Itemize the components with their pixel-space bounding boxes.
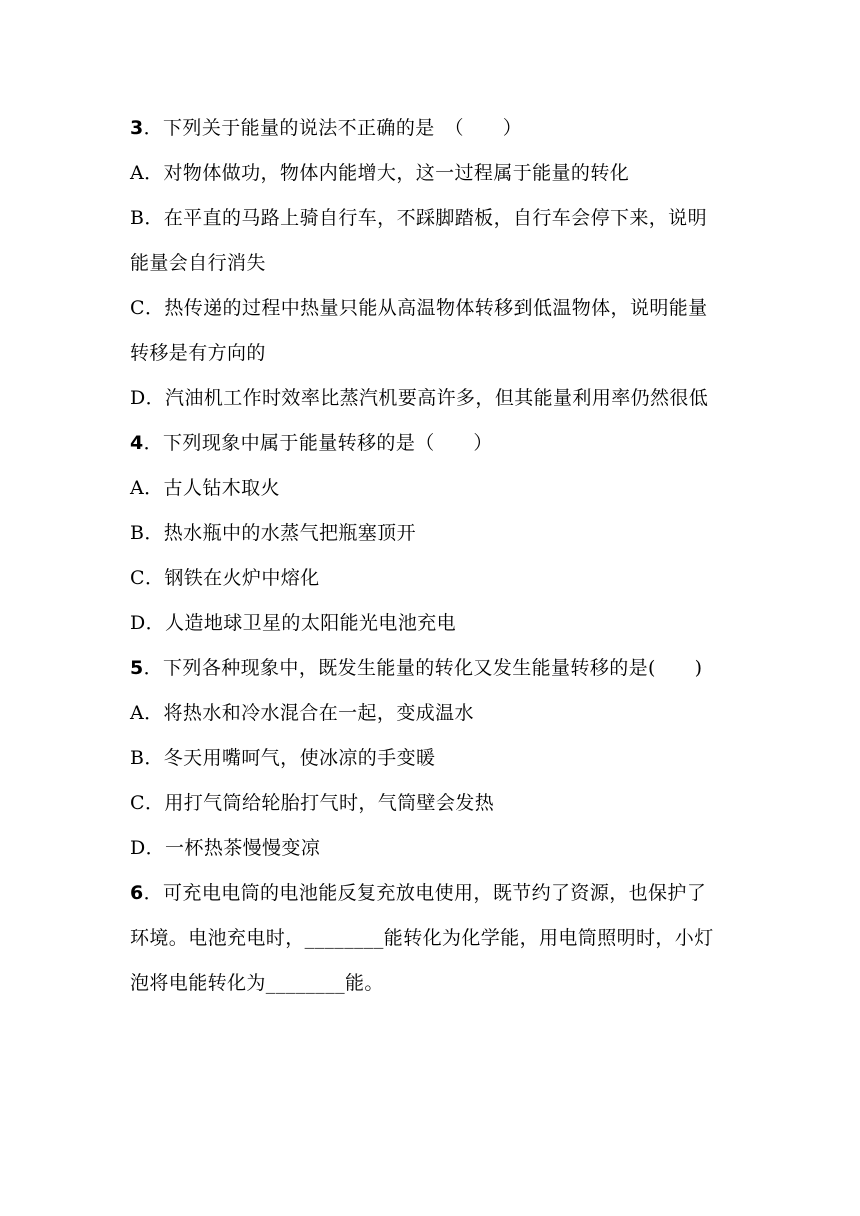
question-3-option-a: A．对物体做功，物体内能增大，这一过程属于能量的转化 — [130, 162, 630, 184]
question-4-text: ．下列现象中属于能量转移的是（ ） — [143, 432, 493, 454]
question-4-option-d: D．人造地球卫星的太阳能光电池充电 — [130, 612, 457, 634]
question-4-stem — [130, 431, 735, 455]
question-5-stem — [130, 656, 735, 680]
question-6-number: 6 — [130, 882, 144, 904]
question-3-stem — [130, 116, 735, 140]
question-4-number: 4 — [130, 432, 144, 454]
question-3-option-b: B．在平直的马路上骑自行车，不踩脚踏板，自行车会停下来，说明 — [130, 207, 707, 229]
question-5-option-a: A．将热水和冷水混合在一起，变成温水 — [130, 702, 474, 724]
question-3-option-c-continued: 转移是有方向的 — [130, 342, 266, 364]
question-4-option-c: C．钢铁在火炉中熔化 — [130, 567, 320, 589]
question-3-option-c: C．热传递的过程中热量只能从高温物体转移到低温物体，说明能量 — [130, 297, 708, 319]
question-5-option-d: D．一杯热茶慢慢变凉 — [130, 837, 321, 859]
question-3-option-d: D．汽油机工作时效率比蒸汽机要高许多，但其能量利用率仍然很低 — [130, 387, 709, 409]
question-6-continuation-2: 泡将电能转化为________能。 — [130, 972, 384, 994]
question-3-number: 3 — [130, 117, 144, 139]
question-5-text: ．下列各种现象中，既发生能量的转化又发生能量转移的是( ) — [143, 657, 703, 679]
question-4-option-a: A．古人钻木取火 — [130, 477, 280, 499]
question-3-text: ．下列关于能量的说法不正确的是 （ ） — [143, 117, 523, 139]
question-5-number: 5 — [130, 657, 144, 679]
question-6-text: ．可充电电筒的电池能反复充放电使用，既节约了资源，也保护了 — [143, 882, 707, 904]
question-5-option-b: B．冬天用嘴呵气，使冰凉的手变暖 — [130, 747, 436, 769]
question-4-option-b: B．热水瓶中的水蒸气把瓶塞顶开 — [130, 522, 416, 544]
question-3-option-b-continued: 能量会自行消失 — [130, 252, 266, 274]
question-6-stem — [130, 881, 735, 905]
question-6-continuation-1: 环境。电池充电时，________能转化为化学能，用电筒照明时，小灯 — [130, 927, 714, 949]
question-5-option-c: C．用打气筒给轮胎打气时，气筒壁会发热 — [130, 792, 495, 814]
